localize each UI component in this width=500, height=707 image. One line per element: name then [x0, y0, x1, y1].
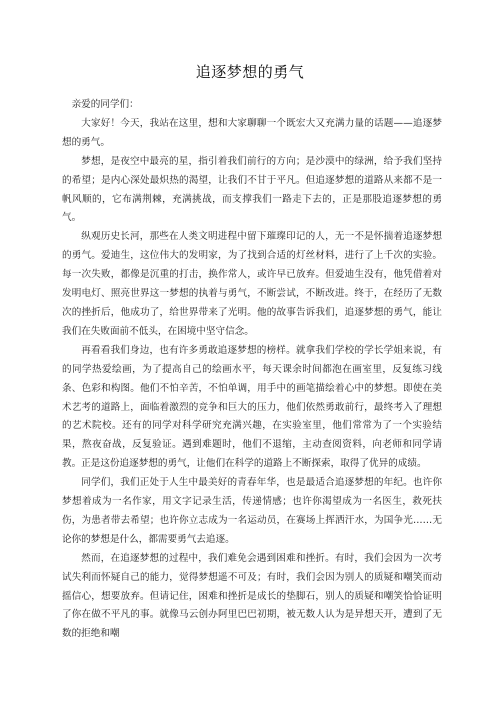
paragraph-history-edison: 纵观历史长河，那些在人类文明进程中留下璀璨印记的人，无一不是怀揣着追逐梦想的勇气。爱迪生，这位伟大的发明家，为了找到合适的灯丝材料，进行了上千次的实验。每一次失败，都像是沉重的打击，换作常人，或许早已放弃。但爱迪生没有，他凭借着对发明电灯、照亮世界这一梦想的执着与勇气，不断尝试，不断改进。终于，在经历了无数次的挫折后，他成功了，给世界带来了光明。他的故事告诉我们，追逐梦想的勇气，能让我们在失败面前不低头，在困境中坚守信念。	[62, 231, 442, 337]
document-body	[62, 96, 442, 644]
paragraph-youth-dreams: 同学们，我们正处于人生中最美好的青春年华，也是最适合追逐梦想的年纪。也许你梦想着成为一名作家，用文字记录生活，传递情感；也许你渴望成为一名医生，救死扶伤，为患者带去希望；也许你立志成为一名运动员，在赛场上挥洒汗水，为国争光……无论你的梦想是什么，都需要勇气去追逐。	[62, 477, 442, 545]
document-title: 追逐梦想的勇气	[195, 63, 305, 81]
greeting-line: 亲爱的同学们：	[71, 99, 139, 110]
paragraph-dream-meaning: 梦想，是夜空中最亮的星，指引着我们前行的方向；是沙漠中的绿洲，给予我们坚持的希望；是内心深处最炽热的渴望，让我们不甘于平凡。但追逐梦想的道路从来都不是一帆风顺的，它布满荆棘，充满挑战，而支撑我们一路走下去的，正是那股追逐梦想的勇气。	[62, 155, 442, 224]
paragraph-school-examples: 再看看我们身边，也有许多勇敢追逐梦想的榜样。就拿我们学校的学长学姐来说，有的同学热爱绘画，为了提高自己的绘画水平，每天课余时间都泡在画室里，反复练习线条、色彩和构图。他们不怕辛苦，不怕单调，用手中的画笔描绘着心中的梦想。即使在美术艺考的道路上，面临着激烈的竞争和巨大的压力，他们依然勇敢前行，最终考入了理想的艺术院校。还有的同学对科学研究充满兴趣，在实验室里，他们常常为了一个实验结果，熬夜奋战，反复验证。遇到难题时，他们不退缩，主动查阅资料，向老师和同学请教。正是这份追逐梦想的勇气，让他们在科学的道路上不断探索，取得了优异的成绩。	[62, 344, 442, 470]
paragraph-intro: 大家好！今天，我站在这里，想和大家聊聊一个既宏大又充满力量的话题——追逐梦想的勇气。	[62, 117, 442, 148]
paragraph-difficulties: 然而，在追逐梦想的过程中，我们难免会遇到困难和挫折。有时，我们会因为一次考试失利而怀疑自己的能力，觉得梦想遥不可及；有时，我们会因为别人的质疑和嘲笑而动摇信心，想要放弃。但请记住，困难和挫折是成长的垫脚石，别人的质疑和嘲笑恰恰证明了你在做不平凡的事。就像马云创办阿里巴巴初期，被无数人认为是异想天开，遭到了无数的拒绝和嘲	[62, 552, 442, 640]
